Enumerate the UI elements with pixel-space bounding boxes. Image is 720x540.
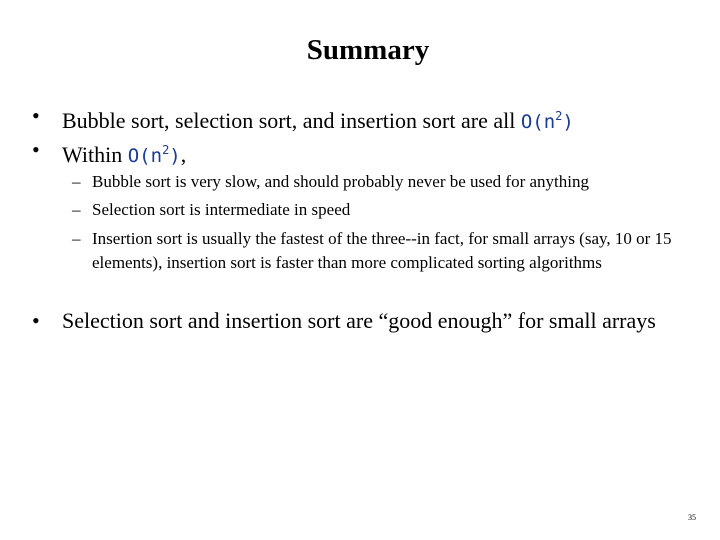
subbullet-marker: –: [72, 200, 81, 219]
big-o-exponent: 2: [162, 143, 170, 157]
page-number: 35: [688, 513, 696, 522]
subbullet-marker: –: [72, 172, 81, 191]
bullet-marker: •: [32, 103, 40, 128]
big-o-close: ): [562, 111, 574, 133]
bullet-text: Selection sort and insertion sort are “good enough” for small arrays: [62, 308, 656, 333]
subbullet-text: Insertion sort is usually the fastest of the three--in fact, for small arrays (say, 10 or 15 elements), insertion sort is faster than more complicated sorting algorithms: [92, 229, 672, 272]
big-o-code: O(n: [520, 111, 556, 133]
subbullet-text: Bubble sort is very slow, and should probably never be used for anything: [92, 172, 590, 191]
bullet-text-before: Within: [62, 142, 128, 167]
big-o-notation: [521, 111, 574, 133]
bullet-text-before: Bubble sort, selection sort, and insertion sort are all: [62, 108, 521, 133]
big-o-exponent: 2: [555, 109, 563, 123]
subbullet-text: Selection sort is intermediate in speed: [92, 200, 351, 219]
bullet-text-after: ,: [180, 142, 187, 167]
subbullet-marker: –: [72, 229, 81, 248]
bullet-text: [62, 134, 692, 172]
bullet-marker: •: [32, 137, 40, 162]
bullet-marker: •: [32, 308, 40, 333]
big-o-close: ): [169, 145, 181, 167]
big-o-code: O(n: [127, 145, 163, 167]
big-o-notation: [128, 145, 181, 167]
bullet-text: [62, 100, 692, 138]
slide-title: Summary: [306, 34, 430, 66]
